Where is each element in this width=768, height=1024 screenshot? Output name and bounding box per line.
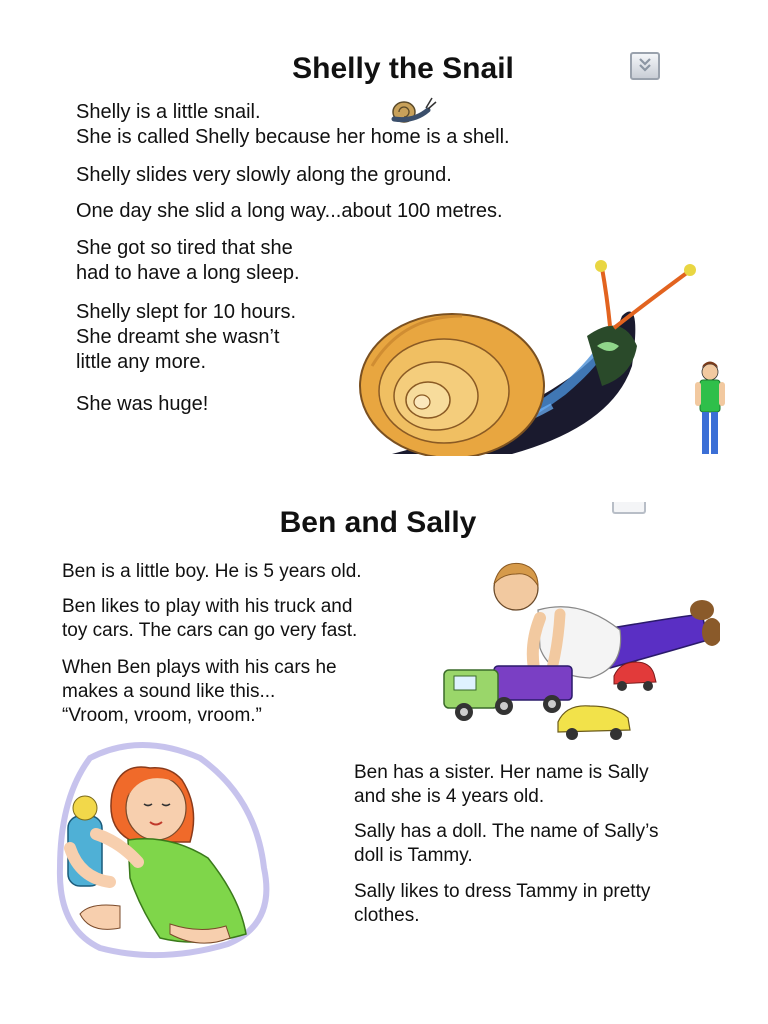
paragraph: Shelly is a little snail. She is called Shelly because her home is a shell. bbox=[76, 101, 510, 148]
giant-snail-illustration bbox=[352, 256, 702, 456]
girl-with-doll-illustration bbox=[50, 738, 280, 960]
story-ben-and-sally bbox=[0, 470, 768, 1024]
paragraph: When Ben plays with his cars he makes a sound like this... “Vroom, vroom, vroom.” bbox=[62, 657, 337, 726]
paragraph: She was huge! bbox=[76, 393, 209, 415]
story-shelly-the-snail bbox=[0, 0, 768, 470]
paragraph: Ben has a sister. Her name is Sally and she is 4 years old. bbox=[354, 762, 649, 807]
boy-with-toy-truck-illustration bbox=[440, 558, 720, 744]
paragraph: Sally likes to dress Tammy in pretty clothes. bbox=[354, 881, 651, 926]
paragraph: One day she slid a long way...about 100 metres. bbox=[76, 200, 503, 222]
man-illustration bbox=[690, 360, 730, 456]
story-title: Shelly the Snail bbox=[292, 52, 514, 85]
paragraph: Shelly slides very slowly along the ground. bbox=[76, 164, 452, 186]
paragraph: Ben likes to play with his truck and toy cars. The cars can go very fast. bbox=[62, 596, 358, 641]
paragraph: She got so tired that she had to have a long sleep. bbox=[76, 237, 300, 284]
download-arrow-icon bbox=[632, 54, 658, 78]
paragraph: Sally has a doll. The name of Sally’s doll is Tammy. bbox=[354, 821, 659, 866]
paragraph: Shelly slept for 10 hours. She dreamt she wasn’t little any more. bbox=[76, 301, 297, 373]
story-title: Ben and Sally bbox=[279, 506, 477, 539]
paragraph: Ben is a little boy. He is 5 years old. bbox=[62, 561, 362, 582]
download-icon[interactable] bbox=[630, 52, 660, 80]
